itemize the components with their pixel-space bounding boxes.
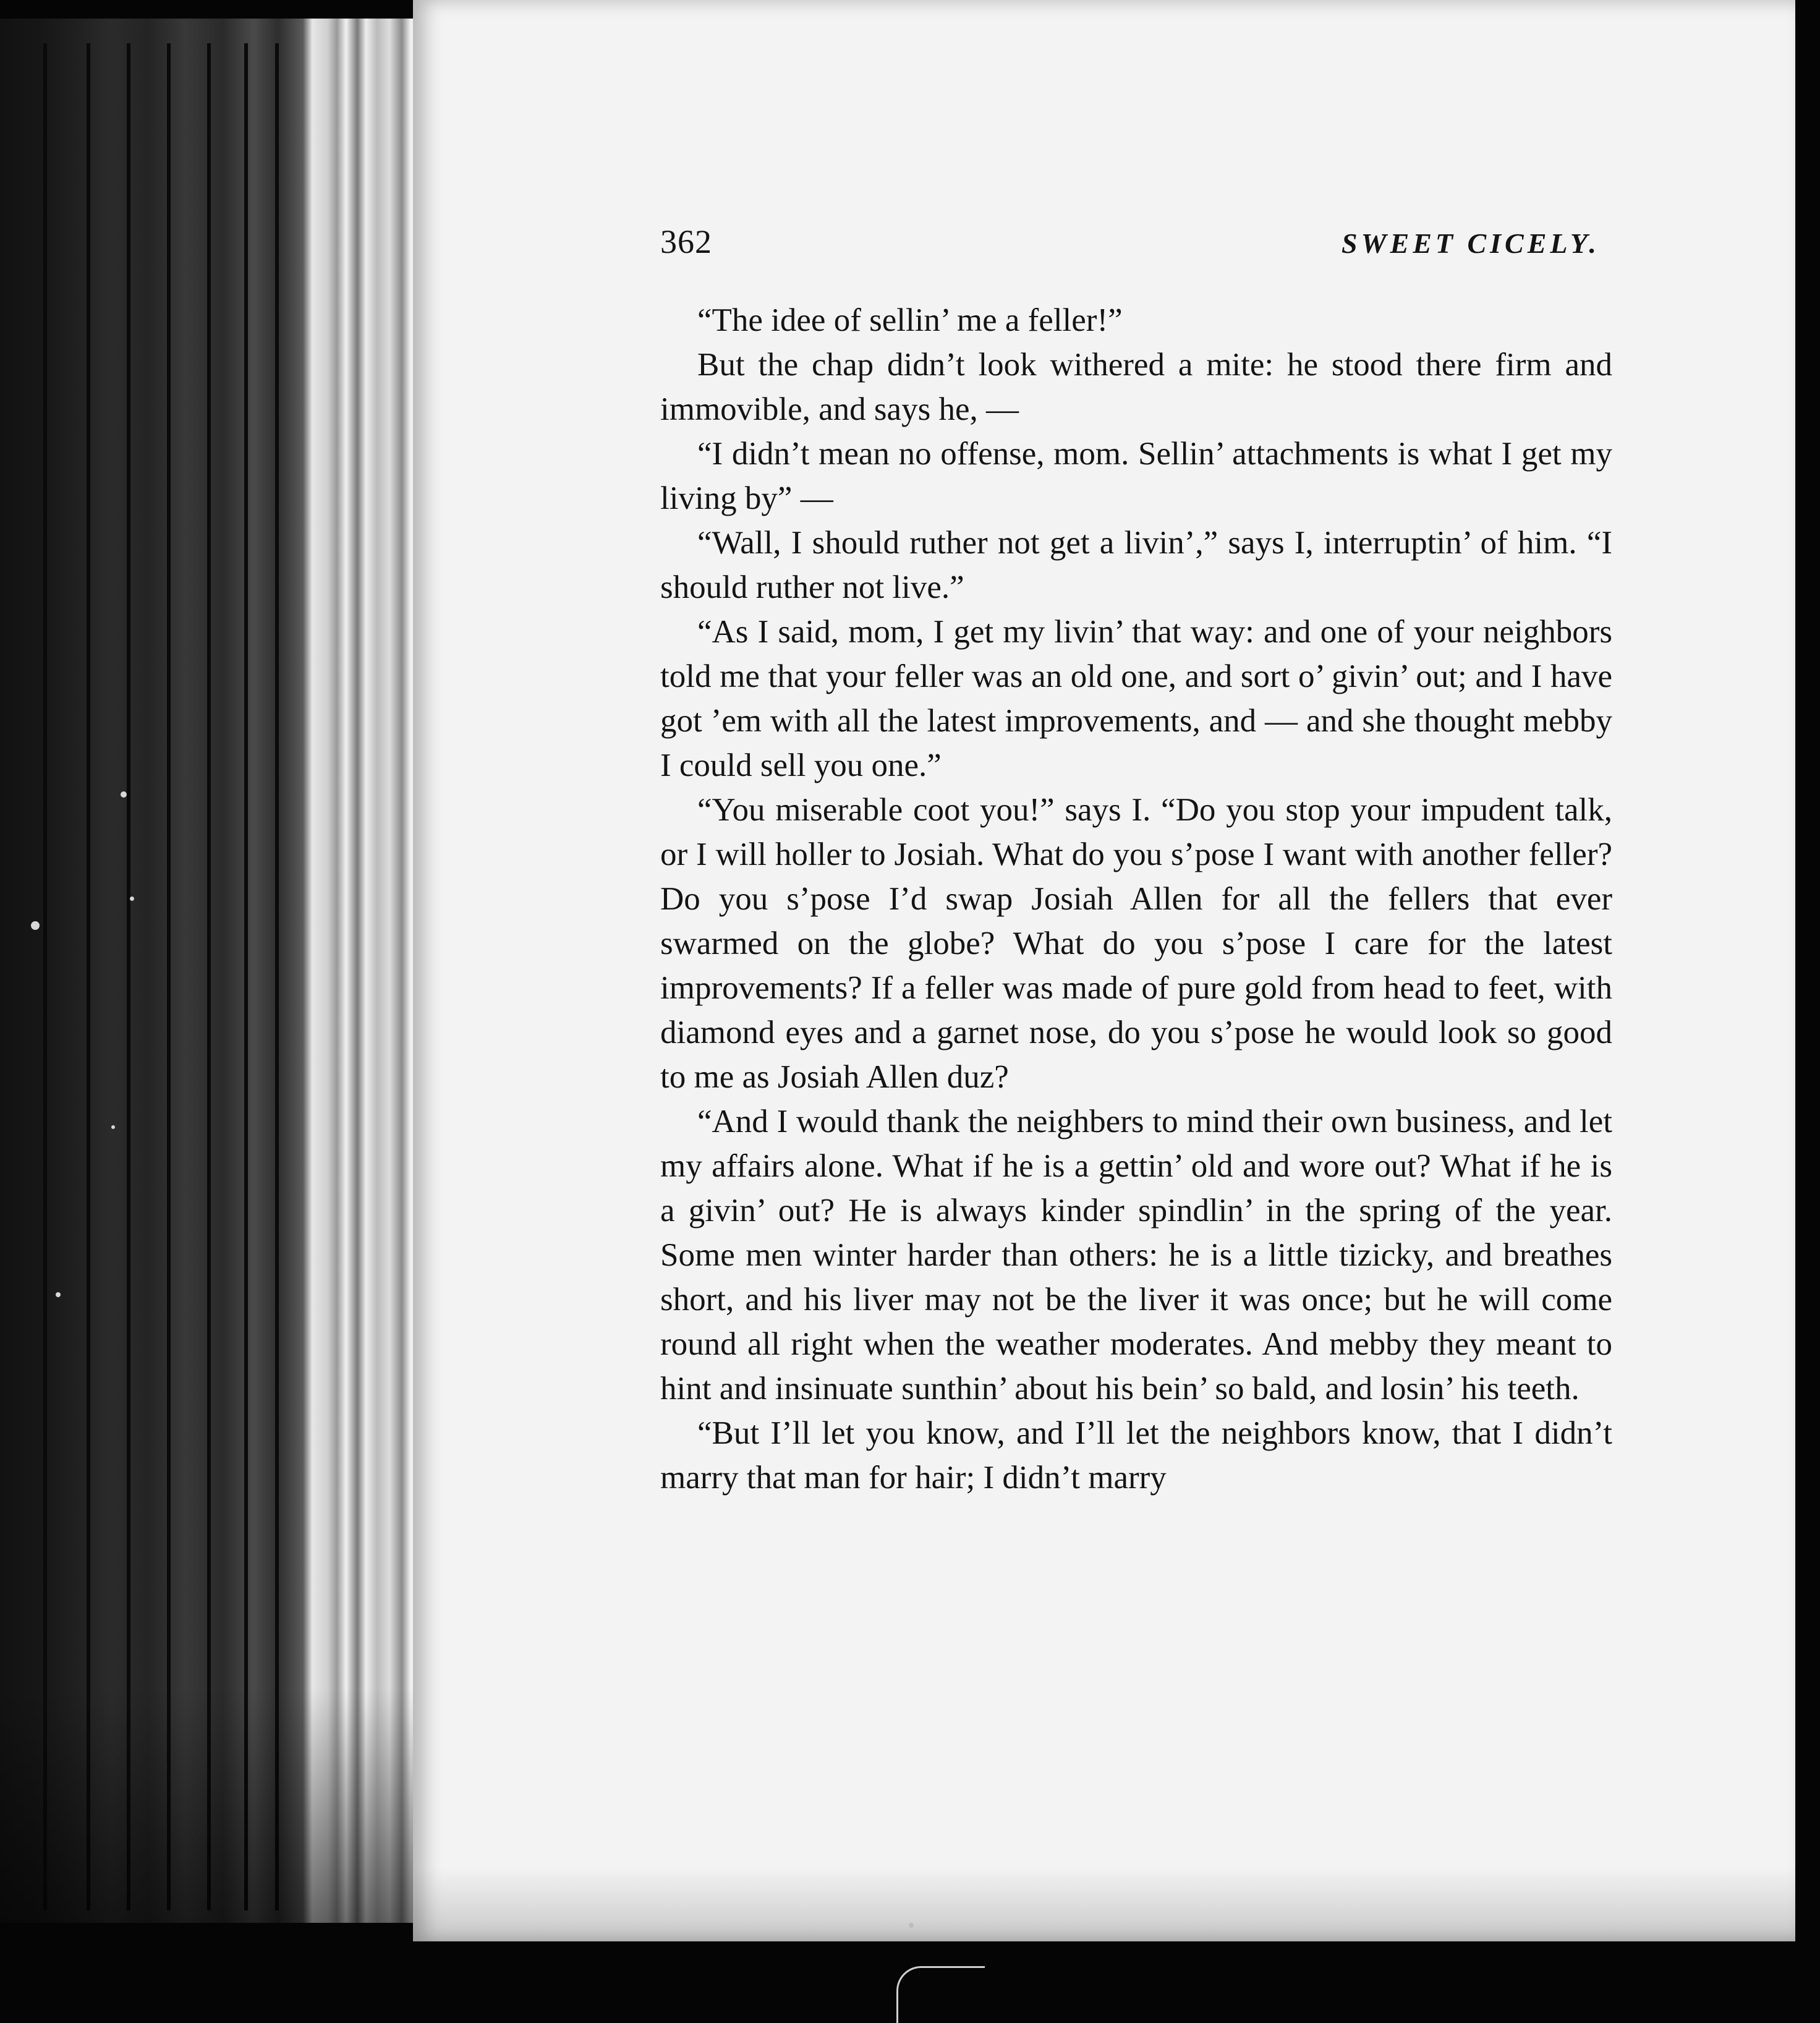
page-edge-line: [207, 43, 211, 1910]
dust-speck: [56, 1292, 61, 1297]
book-page-edges: [0, 19, 420, 1923]
paragraph: “Wall, I should ruther not get a livin’,” says I, interruptin’ of him. “I should ruther not live.”: [660, 525, 1612, 605]
text-block: [660, 223, 1612, 1500]
dust-speck: [111, 1125, 115, 1129]
printed-page: [413, 0, 1795, 1941]
paragraph: “But I’ll let you know, and I’ll let the neighbors know, that I didn’t marry that man for hair; I didn’t marry: [660, 1415, 1612, 1496]
scan-dust-dot: [909, 1923, 914, 1928]
page-number: 362: [660, 223, 712, 260]
paragraph: “As I said, mom, I get my livin’ that way: and one of your neighbors told me that your feller was an old one, and sort o’ givin’ out; and I have got ’em with all the latest improvements, and — and she thought mebby I could sell you one.”: [660, 614, 1612, 783]
running-head: [660, 223, 1612, 261]
edges-shadow: [0, 1688, 420, 1923]
paragraph: “You miserable coot you!” says I. “Do you stop your impudent talk, or I will holler to Josiah. What do you s’pose I want with another feller? Do you s’pose I’d swap Josiah Allen for all the fellers that ever swarmed on the globe? What do you s’pose I care for the latest improvements? If a feller was made of pure gold from head to feet, with diamond eyes and a garnet nose, do you s’pose he would look so good to me as Josiah Allen duz?: [660, 792, 1612, 1095]
dust-speck: [130, 897, 134, 901]
page-edge-line: [127, 43, 130, 1910]
page-bottom-shadow: [413, 1867, 1795, 1941]
paragraph: “I didn’t mean no offense, mom. Sellin’ attachments is what I get my living by” —: [660, 436, 1612, 516]
page-edge-line: [275, 43, 279, 1910]
paragraph: “The idee of sellin’ me a feller!”: [697, 302, 1123, 338]
page-edge-line: [167, 43, 171, 1910]
paragraph: “And I would thank the neighbers to mind their own business, and let my affairs alone. What if he is a gettin’ old and wore out? What if he is a givin’ out? He is always kinder spindlin’ in the spring of the year. Some men winter harder than others: he is a little tizicky, and breathes short, and his liver may not be the liver it was once; but he will come round all right when the weather moderates. And mebby they meant to hint and insinuate sunthin’ about his bein’ so bald, and losin’ his teeth.: [660, 1104, 1612, 1407]
scan-hair-artifact: [896, 1966, 985, 2023]
page-edge-line: [87, 43, 90, 1910]
dust-speck: [31, 921, 40, 930]
page-edge-line: [43, 43, 47, 1910]
paragraph: But the chap didn’t look withered a mite: he stood there firm and immovible, and says he, —: [660, 347, 1612, 427]
book-title: SWEET CICELY.: [1342, 228, 1600, 259]
dust-speck: [121, 791, 127, 798]
page-edge-line: [244, 43, 248, 1910]
